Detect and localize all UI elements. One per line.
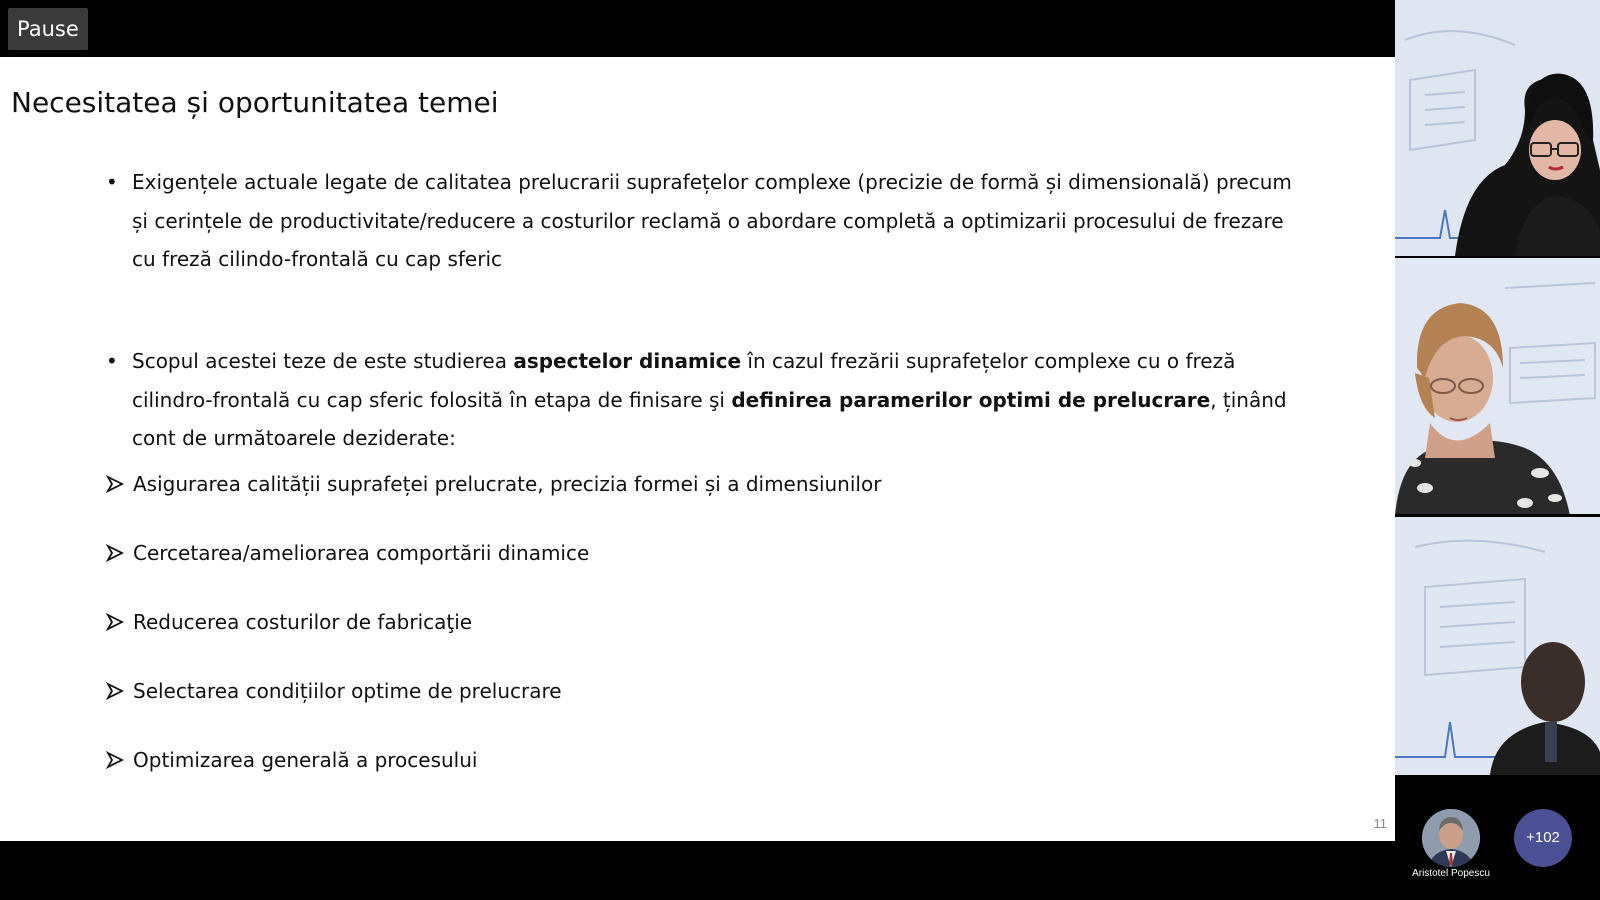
- more-participants-button[interactable]: +102: [1514, 809, 1572, 867]
- arrow-list-item: [106, 538, 589, 568]
- video-feed-image: [1395, 0, 1600, 256]
- bullet-dot-icon: •: [106, 349, 118, 373]
- video-feed-image: [1395, 258, 1600, 514]
- slide-page-number: 11: [1373, 816, 1387, 831]
- arrow-item-text: Reducerea costurilor de fabricaţie: [133, 610, 473, 634]
- participants-footer: [1395, 775, 1600, 900]
- bullet-2-bold-1: aspectelor dinamice: [513, 349, 742, 373]
- presentation-slide: [0, 57, 1395, 841]
- arrow-list-item: [106, 469, 881, 499]
- speaker-name: Aristotel Popescu: [1412, 868, 1490, 879]
- arrow-list-item: [106, 745, 477, 775]
- participant-video-tile[interactable]: [1395, 517, 1600, 775]
- arrowhead-right-icon: [106, 682, 124, 700]
- bullet-2-text-1: Scopul acestei teze de este studierea: [132, 349, 514, 373]
- arrowhead-right-icon: [106, 751, 124, 769]
- pause-button[interactable]: Pause: [8, 8, 88, 50]
- arrowhead-right-icon: [106, 613, 124, 631]
- arrow-list-item: [106, 676, 562, 706]
- avatar-photo-image: [1422, 809, 1480, 867]
- participants-panel: [1395, 0, 1600, 900]
- bullet-2-bold-2: definirea paramerilor optimi de prelucrare: [731, 387, 1211, 412]
- arrow-list-item: [106, 607, 472, 637]
- arrow-item-text: Asigurarea calității suprafeței prelucrate, precizia formei și a dimensiunilor: [133, 472, 882, 496]
- speaker-avatar[interactable]: [1422, 809, 1480, 867]
- participant-video-tile[interactable]: [1395, 258, 1600, 514]
- arrow-item-text: Optimizarea generală a procesului: [133, 748, 478, 772]
- arrowhead-right-icon: [106, 544, 124, 562]
- bullet-2-text-3: , ținând cont de următoarele deziderate:: [132, 387, 1287, 450]
- arrowhead-right-icon: [106, 475, 124, 493]
- participant-video-tile[interactable]: [1395, 0, 1600, 256]
- arrow-item-text: Cercetarea/ameliorarea comportării dinamice: [133, 541, 590, 565]
- arrow-item-text: Selectarea condițiilor optime de prelucrare: [133, 679, 562, 703]
- bullet-2-text-2: în cazul frezării suprafețelor complexe cu o freză cilindro-frontală cu cap sferic folosită în etapa de finisare şi: [132, 349, 1236, 412]
- bottom-bar: [0, 841, 1395, 900]
- bullet-paragraph-1: Exigențele actuale legate de calitatea prelucrarii suprafețelor complexe (precizie de formă și dimensională) precum și cerințele de productivitate/reducere a costurilor reclamă o abordare completă a optimizarii procesului de frezare cu freză cilindo-frontală cu cap sferic: [132, 170, 1292, 271]
- bullet-dot-icon: •: [106, 170, 118, 194]
- top-bar: [0, 0, 1395, 57]
- slide-title: Necesitatea și oportunitatea temei: [11, 86, 499, 119]
- bullet-paragraph-2: [132, 342, 1297, 458]
- video-feed-image: [1395, 517, 1600, 775]
